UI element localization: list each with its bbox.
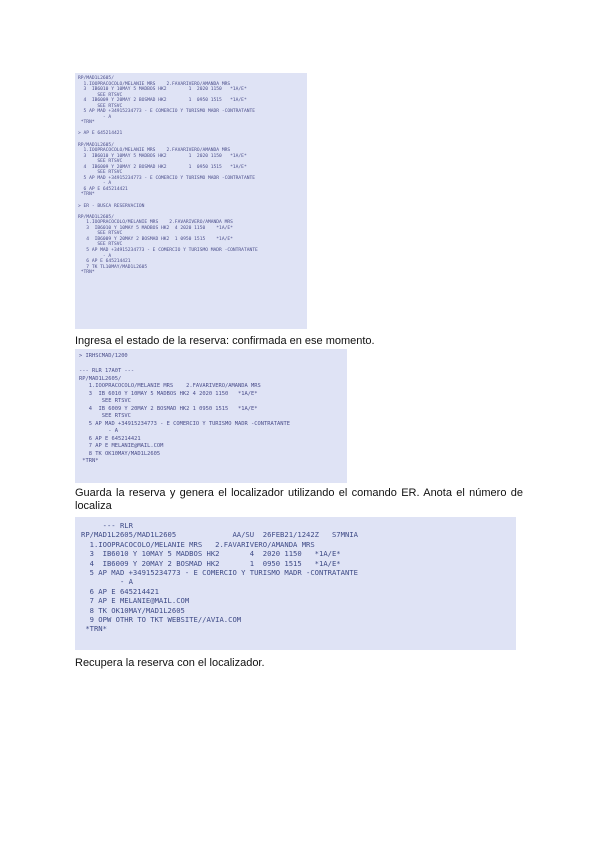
terminal-line: 5 AP MAD +34915234773 - E COMERCIO Y TURISMO MADR -CONTRATANTE [78,109,256,115]
terminal-line: 1.IOOPRACOCOLO/MELANIE MRS 2.FAVARIVERO/AMANDA MRS [78,148,231,154]
terminal-line: RP/MAD1L2605/ [78,214,114,220]
terminal-line: 6 AP E 645214421 [78,186,128,192]
terminal-line: --- RLR 17A0T --- [79,368,135,374]
terminal-line: 6 AP E 645214421 [79,435,141,442]
terminal-line: - A [79,428,118,434]
terminal-line: 8 TK OK10MAY/MAD1L2605 [79,450,161,457]
terminal-line: *TRN* [78,192,95,198]
terminal-line: SEE RTSVC [78,92,123,98]
terminal-screenshot-2 [75,349,347,483]
terminal-line: 6 AP E 645214421 [81,586,159,596]
terminal-line: 4 IB 6009 Y 20MAY 2 BOSMAD HK2 1 0950 1515 *1A/E* [79,405,258,412]
terminal-line: - A [78,181,112,187]
terminal-line: 6 AP E 645214421 [78,259,131,265]
terminal-line: 1.IOOPRACOCOLO/MELANIE MRS 2.FAVARIVERO/AMANDA MRS [78,220,233,226]
terminal-line: SEE RTSVC [78,159,123,165]
terminal-line: 3 IB6010 Y 10MAY 5 MADBOS HK2 4 2020 1150 *1A/E* [81,549,341,559]
terminal-line: - A [81,577,133,587]
terminal-line [79,466,343,474]
terminal-line: 3 IB6010 Y 10MAY 5 MADBOS HK2 4 2020 1150 *1A/E* [78,225,233,231]
terminal-line: > AP E 645214421 [78,131,123,137]
terminal-line: SEE RTSVC [78,170,123,176]
terminal-line: SEE RTSVC [79,398,131,404]
terminal-line: > IRHSCMAD/1200 [79,353,128,359]
terminal-line: 7 AP E MELANIE@MAIL.COM [79,443,164,449]
terminal-line: 9 OPW OTHR TO TKT WEBSITE//AVIA.COM [81,615,242,625]
terminal-line: 4 IB6009 Y 20MAY 2 BOSMAD HK2 1 0950 1515 *1A/E* [78,98,247,104]
terminal-line: > ER - BUSCA RESERVACION [78,203,145,209]
terminal-line: RP/MAD1L2605/ [78,142,114,148]
terminal-line: - A [78,253,112,259]
terminal-line: 4 IB6009 Y 20MAY 2 BOSMAD HK2 1 0950 1515 *1A/E* [78,236,233,242]
terminal-line: 3 IB 6010 Y 10MAY 5 MADBOS HK2 4 2020 1150 *1A/E* [79,390,258,397]
caption-2: Guarda la reserva y genera el localizador utilizando el comando ER. Anota el número de localiza [75,487,523,512]
terminal-line: SEE RTSVC [78,103,123,109]
terminal-line: 3 IB6010 Y 10MAY 5 MADBOS HK2 1 2020 1150 *1A/E* [78,87,247,93]
terminal-line: RP/MAD1L2605/ [79,375,122,382]
terminal-line: 4 IB6009 Y 20MAY 2 BOSMAD HK2 1 0950 1515 *1A/E* [81,558,341,568]
terminal-line: 1.IOOPRACOCOLO/MELANIE MRS 2.FAVARIVERO/AMANDA MRS [81,539,315,549]
terminal-line: 1.IOOPRACOCOLO/MELANIE MRS 2.FAVARIVERO/AMANDA MRS [79,383,261,389]
terminal-line: RP/MAD1L2605/MAD1L2605 AA/SU 26FEB21/1242Z S7MNIA [81,530,358,540]
terminal-line [79,361,343,369]
terminal-line: RP/MAD1L2605/ [78,76,114,81]
terminal-line: --- RLR [81,521,133,530]
terminal-line: SEE RTSVC [78,231,123,237]
terminal-line: - A [78,114,112,120]
terminal-line: 7 AP E MELANIE@MAIL.COM [81,596,190,606]
terminal-line: SEE RTSVC [78,242,123,248]
caption-1: Ingresa el estado de la reserva: confirmada en ese momento. [75,335,375,347]
terminal-line: 5 AP MAD +34915234773 - E COMERCIO Y TURISMO MADR -CONTRATANTE [81,568,358,578]
terminal-line: 5 AP MAD +34915234773 - E COMERCIO Y TURISMO MADR -CONTRATANTE [78,175,256,181]
terminal-line: SEE RTSVC [79,413,131,419]
terminal-line: 5 AP MAD +34915234773 - E COMERCIO Y TURISMO MADR -CONTRATANTE [79,420,290,427]
terminal-line: *TRN* [81,624,107,634]
terminal-screenshot-1 [75,73,307,329]
terminal-line: *TRN* [79,458,99,464]
terminal-line: *TRN* [78,120,95,126]
terminal-line: 8 TK OK10MAY/MAD1L2605 [81,605,185,615]
terminal-line: *TRN* [78,270,95,276]
terminal-line: 3 IB6010 Y 10MAY 5 MADBOS HK2 1 2020 1150 *1A/E* [78,153,247,159]
terminal-screenshot-3 [75,517,516,650]
terminal-line: 5 AP MAD +34915234773 - E COMERCIO Y TURISMO MADR -CONTRATANTE [78,247,258,253]
caption-3: Recupera la reserva con el localizador. [75,657,265,669]
terminal-line: 1.IOOPRACOCOLO/MELANIE MRS 2.FAVARIVERO/AMANDA MRS [78,81,231,87]
terminal-line: 7 TK TL10MAY/MAD1L2605 [78,264,148,270]
terminal-line: 4 IB6009 Y 20MAY 2 BOSMAD HK2 1 0950 1515 *1A/E* [78,164,247,170]
